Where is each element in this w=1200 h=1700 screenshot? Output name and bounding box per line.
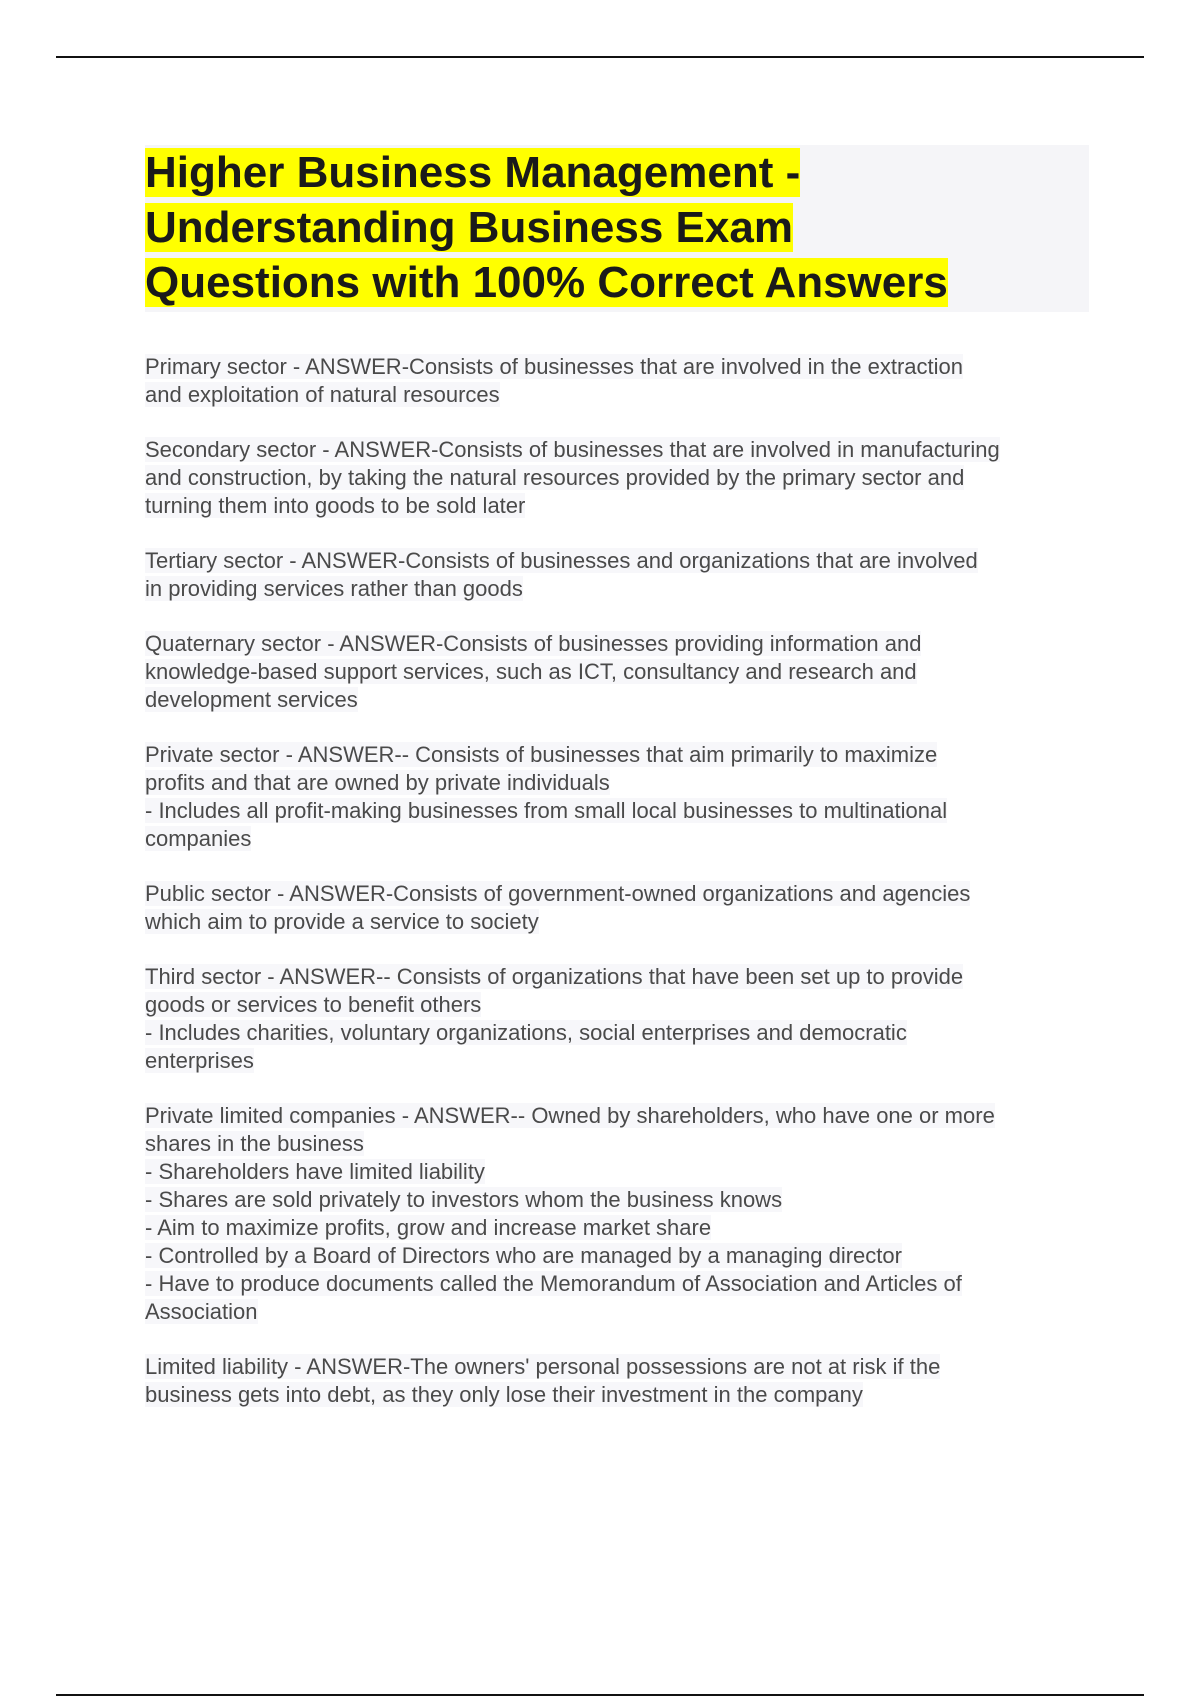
qa-entry-third-sector <box>145 963 1089 1075</box>
title-line: Higher Business Management - <box>145 148 801 197</box>
qa-entry-private-limited-companies <box>145 1102 1089 1326</box>
qa-line: - Shares are sold privately to investors whom the business knows <box>145 1187 783 1212</box>
qa-line: - Includes all profit-making businesses from small local businesses to multinational <box>145 798 948 823</box>
qa-entry-secondary-sector <box>145 436 1089 520</box>
qa-line: shares in the business <box>145 1131 364 1156</box>
qa-entry-tertiary-sector <box>145 547 1089 603</box>
qa-line: Third sector - ANSWER-- Consists of organizations that have been set up to provide <box>145 964 964 989</box>
qa-line: - Aim to maximize profits, grow and increase market share <box>145 1215 712 1240</box>
title-block <box>145 145 1089 312</box>
qa-line: which aim to provide a service to society <box>145 909 539 934</box>
qa-line: business gets into debt, as they only lose their investment in the company <box>145 1382 863 1407</box>
qa-line: companies <box>145 826 252 851</box>
qa-line: profits and that are owned by private individuals <box>145 770 610 795</box>
qa-line: development services <box>145 687 358 712</box>
qa-line: Secondary sector - ANSWER-Consists of businesses that are involved in manufacturing <box>145 437 1000 462</box>
qa-line: in providing services rather than goods <box>145 576 523 601</box>
qa-line: Private sector - ANSWER-- Consists of businesses that aim primarily to maximize <box>145 742 938 767</box>
qa-line: and exploitation of natural resources <box>145 382 500 407</box>
qa-line: - Controlled by a Board of Directors who are managed by a managing director <box>145 1243 902 1268</box>
qa-line: Limited liability - ANSWER-The owners' personal possessions are not at risk if the <box>145 1354 941 1379</box>
qa-entry-primary-sector <box>145 353 1089 409</box>
qa-line: - Shareholders have limited liability <box>145 1159 485 1184</box>
qa-line: Quaternary sector - ANSWER-Consists of businesses providing information and <box>145 631 922 656</box>
qa-line: and construction, by taking the natural resources provided by the primary sector and <box>145 465 965 490</box>
qa-entry-quaternary-sector <box>145 630 1089 714</box>
qa-entry-limited-liability <box>145 1353 1089 1409</box>
qa-line: goods or services to benefit others <box>145 992 482 1017</box>
title-line: Questions with 100% Correct Answers <box>145 258 948 307</box>
qa-list <box>145 353 1089 1409</box>
qa-line: - Includes charities, voluntary organizations, social enterprises and democratic <box>145 1020 907 1045</box>
qa-line: - Have to produce documents called the Memorandum of Association and Articles of <box>145 1271 962 1296</box>
qa-line: knowledge-based support services, such as ICT, consultancy and research and <box>145 659 917 684</box>
page-title <box>145 145 1089 310</box>
qa-line: Association <box>145 1299 258 1324</box>
title-line: Understanding Business Exam <box>145 203 793 252</box>
qa-entry-public-sector <box>145 880 1089 936</box>
bottom-rule <box>56 1694 1144 1696</box>
top-rule <box>56 56 1144 58</box>
qa-line: Private limited companies - ANSWER-- Owned by shareholders, who have one or more <box>145 1103 995 1128</box>
qa-line: Public sector - ANSWER-Consists of government-owned organizations and agencies <box>145 881 971 906</box>
qa-line: Tertiary sector - ANSWER-Consists of businesses and organizations that are involved <box>145 548 978 573</box>
document-body <box>145 145 1089 1436</box>
qa-line: enterprises <box>145 1048 254 1073</box>
qa-line: turning them into goods to be sold later <box>145 493 526 518</box>
qa-entry-private-sector <box>145 741 1089 853</box>
qa-line: Primary sector - ANSWER-Consists of businesses that are involved in the extraction <box>145 354 963 379</box>
